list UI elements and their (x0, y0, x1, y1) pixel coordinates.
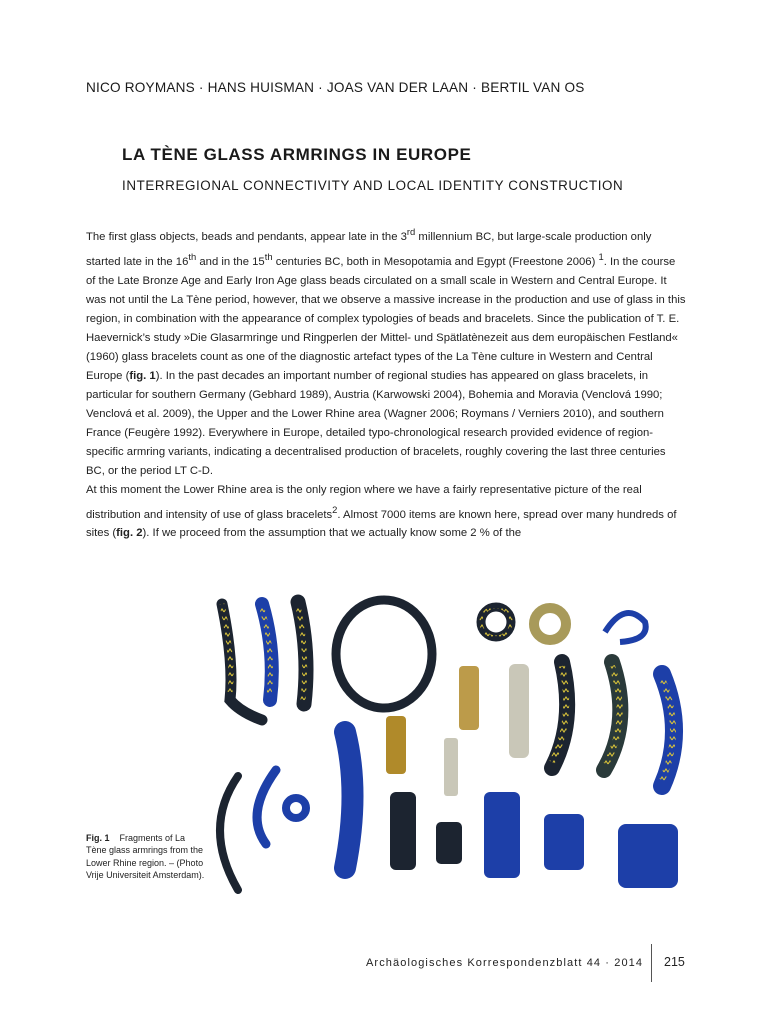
figure-label: Fig. 1 (86, 833, 110, 843)
armring-fragment (257, 770, 276, 844)
figure-1-photo (200, 592, 700, 902)
superscript: th (264, 250, 273, 262)
bead-ring (534, 608, 566, 640)
text-run: millennium BC, but large-scale production only started late in the 16 (86, 230, 652, 268)
armring-complete (336, 600, 432, 708)
author-line: NICO ROYMANS · HANS HUISMAN · JOAS VAN DER LAAN · BERTIL VAN OS (86, 80, 585, 95)
armring-fragment (544, 814, 584, 870)
superscript: th (188, 250, 197, 262)
figure-1-ref[interactable]: fig. 1 (129, 369, 156, 382)
armring-fragment (222, 604, 262, 720)
armring-fragment (605, 613, 646, 642)
page-number: 215 (664, 955, 685, 969)
text-run: . In the course of the Late Bronze Age and Early Iron Age glass beads circulated on a small scale in Western and Central Europe. It was not until the La Tène period, however, that we observe a massive increase in the production and use of glass in this region, in combination with the appearance of complex typologies of beads and bracelets. Since the publication of T. E. Haevernick’s study »Die Glasarmringe und Ringperlen der Mittel- und Spätlatènezeit aus dem europäischen Festland« (1960) glass bracelets count as one of the diagnostic artefact types of the La Tène culture in Western and Central Europe ( (86, 255, 686, 382)
armring-fragment (618, 824, 678, 888)
text-run: ). In the past decades an important number of regional studies has appeared on glass bracelets, in particular for southern Germany (Gebhard 1989), Austria (Karwowski 2004), Bohemia and Moravia (Venclová 1990; Venclová et al. 2009), the Upper and the Lower Rhine area (Wagner 2006; Roymans / Verniers 2010), and southern France (Feugère 1992). Everywhere in Europe, detailed typo-chronological research provided evidence of region-specific armring variants, indicating a decentralised production of bracelets, roughly covering the last three centuries BC, or the period LT C-D. (86, 369, 666, 477)
footnote-ref[interactable]: 2 (332, 503, 338, 515)
armring-fragment (345, 732, 353, 868)
caption-text: Fragments of La Tène glass armrings from the Lower Rhine region. – (Photo Vrije Universiteit Amsterdam). (86, 833, 205, 880)
armring-fragment (484, 792, 520, 878)
figure-caption (86, 832, 206, 881)
text-run: centuries BC, both in Mesopotamia and Egypt (Freestone 2006) (272, 255, 599, 268)
armring-fragment (390, 792, 416, 870)
armring-fragment (459, 666, 479, 730)
armring-fragment (509, 664, 529, 758)
armring-fragment (220, 776, 238, 890)
superscript: rd (406, 226, 416, 237)
footnote-ref[interactable]: 1 (598, 250, 604, 262)
armring-fragment (444, 738, 458, 796)
body-text (86, 222, 686, 543)
footer-divider (651, 944, 652, 982)
article-subtitle: INTERREGIONAL CONNECTIVITY AND LOCAL IDENTITY CONSTRUCTION (122, 178, 624, 193)
paragraph-1 (86, 222, 686, 481)
paragraph-2 (86, 481, 686, 544)
figure-2-ref[interactable]: fig. 2 (116, 527, 143, 540)
armring-fragment (386, 716, 406, 774)
article-title: LA TÈNE GLASS ARMRINGS IN EUROPE (122, 145, 472, 164)
running-footer: Archäologisches Korrespondenzblatt 44 · 2014 (366, 957, 644, 969)
text-run: and in the 15 (196, 255, 265, 268)
armring-fragment (436, 822, 462, 864)
bead-ring (286, 798, 306, 818)
text-run: At this moment the Lower Rhine area is the only region where we have a fairly representative picture of the real distribution and intensity of use of glass bracelets (86, 483, 642, 521)
text-run: ). If we proceed from the assumption that we actually know some 2 % of the (142, 527, 522, 540)
text-run: The first glass objects, beads and pendants, appear late in the 3 (86, 230, 407, 243)
text-run: . Almost 7000 items are known here, spread over many hundreds of sites ( (86, 508, 677, 540)
